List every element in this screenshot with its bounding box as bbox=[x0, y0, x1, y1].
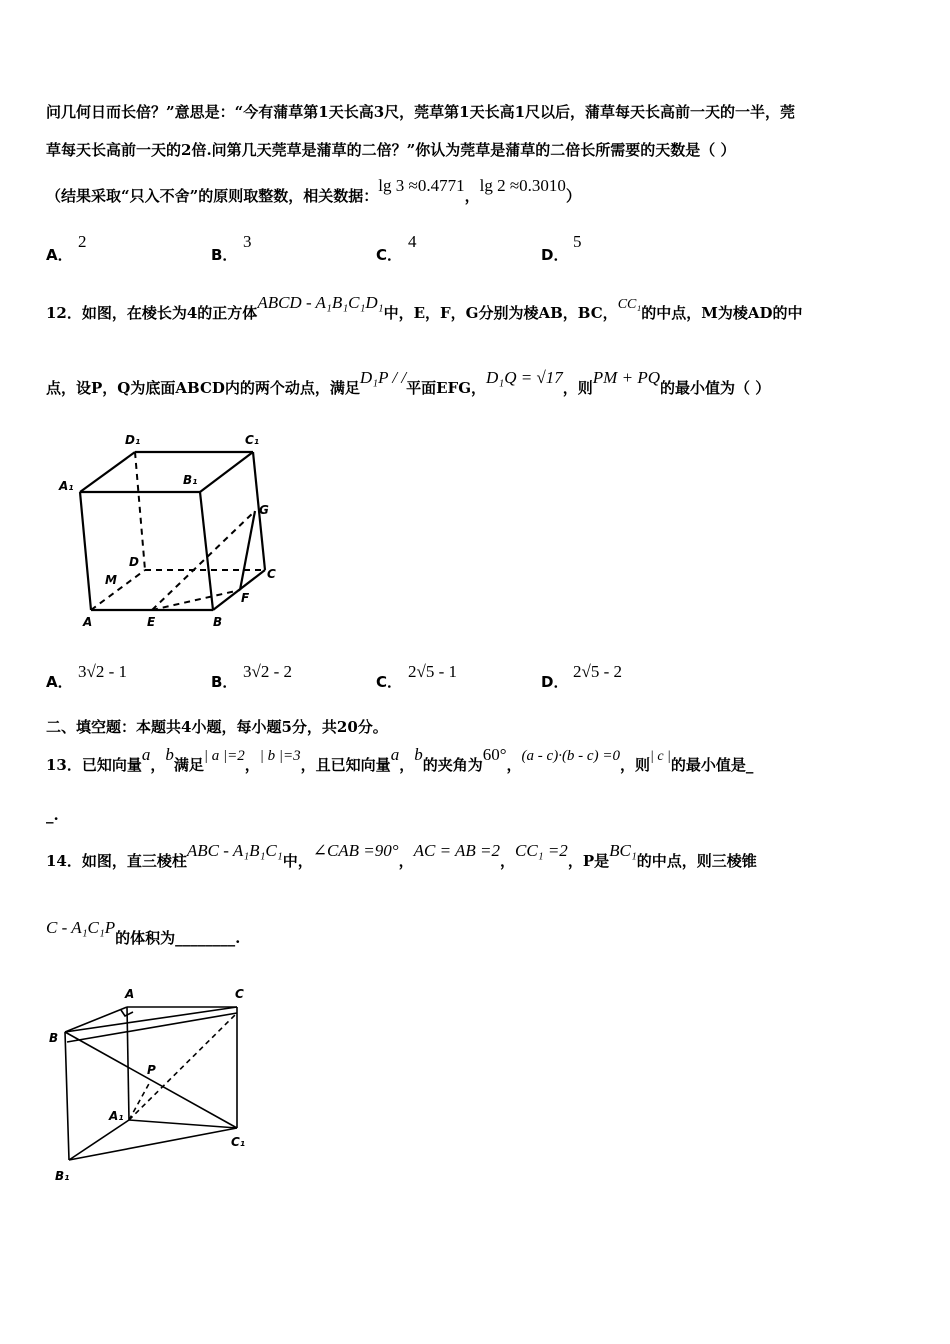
edge-b1-b bbox=[200, 492, 213, 610]
q13-sep3: ， bbox=[399, 756, 415, 774]
label-a: A bbox=[83, 615, 93, 629]
q11-option-b-value: 3 bbox=[243, 232, 252, 251]
q11-option-c-value: 4 bbox=[408, 232, 417, 251]
q11-option-c-label[interactable]: C． bbox=[376, 246, 403, 264]
vec-b2: b bbox=[414, 745, 423, 764]
q13-p5: ，则 bbox=[619, 756, 650, 774]
prism-figure bbox=[45, 980, 265, 1190]
label-a: A bbox=[125, 987, 135, 1001]
q13-p2: 满足 bbox=[173, 756, 204, 774]
label-m: M bbox=[105, 573, 117, 587]
q14-line2 bbox=[46, 918, 241, 948]
q12-line1 bbox=[46, 293, 803, 325]
abs-c: | c | bbox=[649, 749, 671, 764]
q13-line2: _. bbox=[46, 806, 59, 824]
vec-a: a bbox=[141, 745, 151, 764]
label-a1: A₁ bbox=[109, 1109, 124, 1123]
label-a1: A₁ bbox=[59, 479, 74, 493]
eq-ac-ab: AC = AB =2 bbox=[413, 841, 500, 860]
lg2-value: lg 2 ≈0.3010 bbox=[479, 176, 566, 195]
q12-p6: ，则 bbox=[562, 379, 593, 397]
d1p-parallel: D₁P / / bbox=[359, 368, 407, 387]
q12-option-c-label[interactable]: C． bbox=[376, 673, 403, 691]
q13-sep4: ， bbox=[506, 756, 522, 774]
q11-option-a-value: 2 bbox=[78, 232, 87, 251]
vec-b: b bbox=[165, 745, 174, 764]
label-d: D bbox=[129, 555, 139, 569]
q13-p6: 的最小值是_ bbox=[670, 756, 754, 774]
label-p: P bbox=[147, 1063, 156, 1077]
q12-p5: 平面EFG， bbox=[406, 379, 487, 397]
edge-a1-d1 bbox=[80, 452, 135, 492]
q13-sep2: ， bbox=[244, 756, 260, 774]
q12-option-b-label[interactable]: B． bbox=[211, 673, 238, 691]
q12-option-a-value: 3√2 - 1 bbox=[78, 662, 127, 681]
label-c1: C₁ bbox=[245, 433, 260, 447]
q11-sep: ， bbox=[464, 187, 480, 205]
abs-a: | a |=2 bbox=[203, 748, 245, 764]
q11-line1: 问几何日而长倍？”意思是：“今有蒲草第1天长高3尺，莞草第1天长高1尺以后，蒲草每天长高前一天的一半，莞 bbox=[46, 103, 796, 121]
q12-option-b-value: 3√2 - 2 bbox=[243, 662, 292, 681]
q14-p1: 14．如图，直三棱柱 bbox=[46, 852, 187, 870]
label-b1: B₁ bbox=[183, 473, 198, 487]
edge-b-b1 bbox=[65, 1032, 69, 1160]
q12-p7: 的最小值为（ ） bbox=[659, 379, 771, 397]
q11-option-b-label[interactable]: B． bbox=[211, 246, 238, 264]
q12-p3: 的中点，M为棱AD的中 bbox=[641, 304, 803, 322]
label-f: F bbox=[241, 591, 250, 605]
q14-sep1: ， bbox=[398, 852, 414, 870]
q11-option-d-value: 5 bbox=[573, 232, 582, 251]
q13-p1: 13．已知向量 bbox=[46, 756, 142, 774]
label-c1: C₁ bbox=[231, 1135, 246, 1149]
edge-a-a1 bbox=[127, 1007, 129, 1120]
angle-cab: ∠CAB =90° bbox=[312, 841, 399, 860]
edge-a-d bbox=[91, 570, 145, 610]
q11-option-d-label[interactable]: D． bbox=[541, 246, 569, 264]
label-e: E bbox=[147, 615, 156, 629]
q11-line3 bbox=[46, 176, 581, 206]
d1q-eq: D₁Q = √17 bbox=[486, 368, 563, 387]
prism-name: ABC - A₁B₁C₁ bbox=[186, 841, 283, 860]
q11-option-a-label[interactable]: A． bbox=[46, 246, 73, 264]
q14-p4: 的中点，则三棱锥 bbox=[636, 852, 757, 870]
label-d1: D₁ bbox=[125, 433, 141, 447]
abs-b: | b |=3 bbox=[259, 748, 301, 764]
q13-p4: 的夹角为 bbox=[422, 756, 483, 774]
q12-p4: 点，设P，Q为底面ABCD内的两个动点，满足 bbox=[46, 379, 360, 397]
dot-eq: (a - c)∙(b - c) =0 bbox=[521, 748, 620, 764]
cc1-label: CC₁ bbox=[617, 297, 642, 312]
q11-line3-suffix: ） bbox=[565, 187, 581, 205]
q11-line2: 草每天长高前一天的2倍.问第几天莞草是蒲草的二倍？”你认为莞草是蒲草的二倍长所需要的天数是（ ） bbox=[46, 141, 736, 159]
edge-b1-c1 bbox=[200, 452, 253, 492]
q12-option-d-label[interactable]: D． bbox=[541, 673, 569, 691]
edge-a1-p bbox=[129, 1080, 151, 1120]
q14-sep2: ， bbox=[499, 852, 515, 870]
eq-cc1: CC₁ =2 bbox=[515, 841, 568, 860]
bc1-label: BC₁ bbox=[609, 841, 637, 860]
q14-p5: 的体积为________. bbox=[115, 929, 241, 947]
section2-heading: 二、填空题：本题共4小题，每小题5分，共20分。 bbox=[46, 718, 388, 736]
vec-a2: a bbox=[390, 745, 400, 764]
pyramid-name: C - A₁C₁P bbox=[46, 918, 116, 937]
q13-sep1: ， bbox=[150, 756, 166, 774]
label-b: B bbox=[49, 1031, 59, 1045]
q14-p3: ，P是 bbox=[567, 852, 610, 870]
label-b1: B₁ bbox=[55, 1169, 70, 1183]
edge-d1-d bbox=[135, 452, 145, 570]
q13-p3: ，且已知向量 bbox=[300, 756, 391, 774]
edge-a1-c1 bbox=[129, 1120, 237, 1128]
q12-p2: 中，E，F，G分别为棱AB，BC， bbox=[383, 304, 618, 322]
q12-line2 bbox=[46, 368, 771, 398]
label-c: C bbox=[235, 987, 244, 1001]
q14-p2: 中， bbox=[282, 852, 313, 870]
q11-line3-prefix: （结果采取“只入不舍”的原则取整数，相关数据： bbox=[46, 187, 379, 205]
cube-name: ABCD - A₁B₁C₁D₁ bbox=[257, 293, 384, 312]
cube-figure bbox=[55, 430, 295, 630]
edge-a1-a bbox=[80, 492, 91, 610]
q12-option-d-value: 2√5 - 2 bbox=[573, 662, 622, 681]
label-g: G bbox=[259, 503, 269, 517]
pm-pq: PM + PQ bbox=[592, 368, 660, 387]
q13-line1 bbox=[46, 745, 754, 777]
q12-option-c-value: 2√5 - 1 bbox=[408, 662, 457, 681]
angle-60: 60° bbox=[482, 745, 507, 764]
lg3-value: lg 3 ≈0.4771 bbox=[378, 176, 465, 195]
label-b: B bbox=[213, 615, 223, 629]
q12-option-a-label[interactable]: A． bbox=[46, 673, 73, 691]
label-c: C bbox=[267, 567, 276, 581]
q12-p1: 12．如图，在棱长为4的正方体 bbox=[46, 304, 258, 322]
q14-line1 bbox=[46, 841, 757, 871]
